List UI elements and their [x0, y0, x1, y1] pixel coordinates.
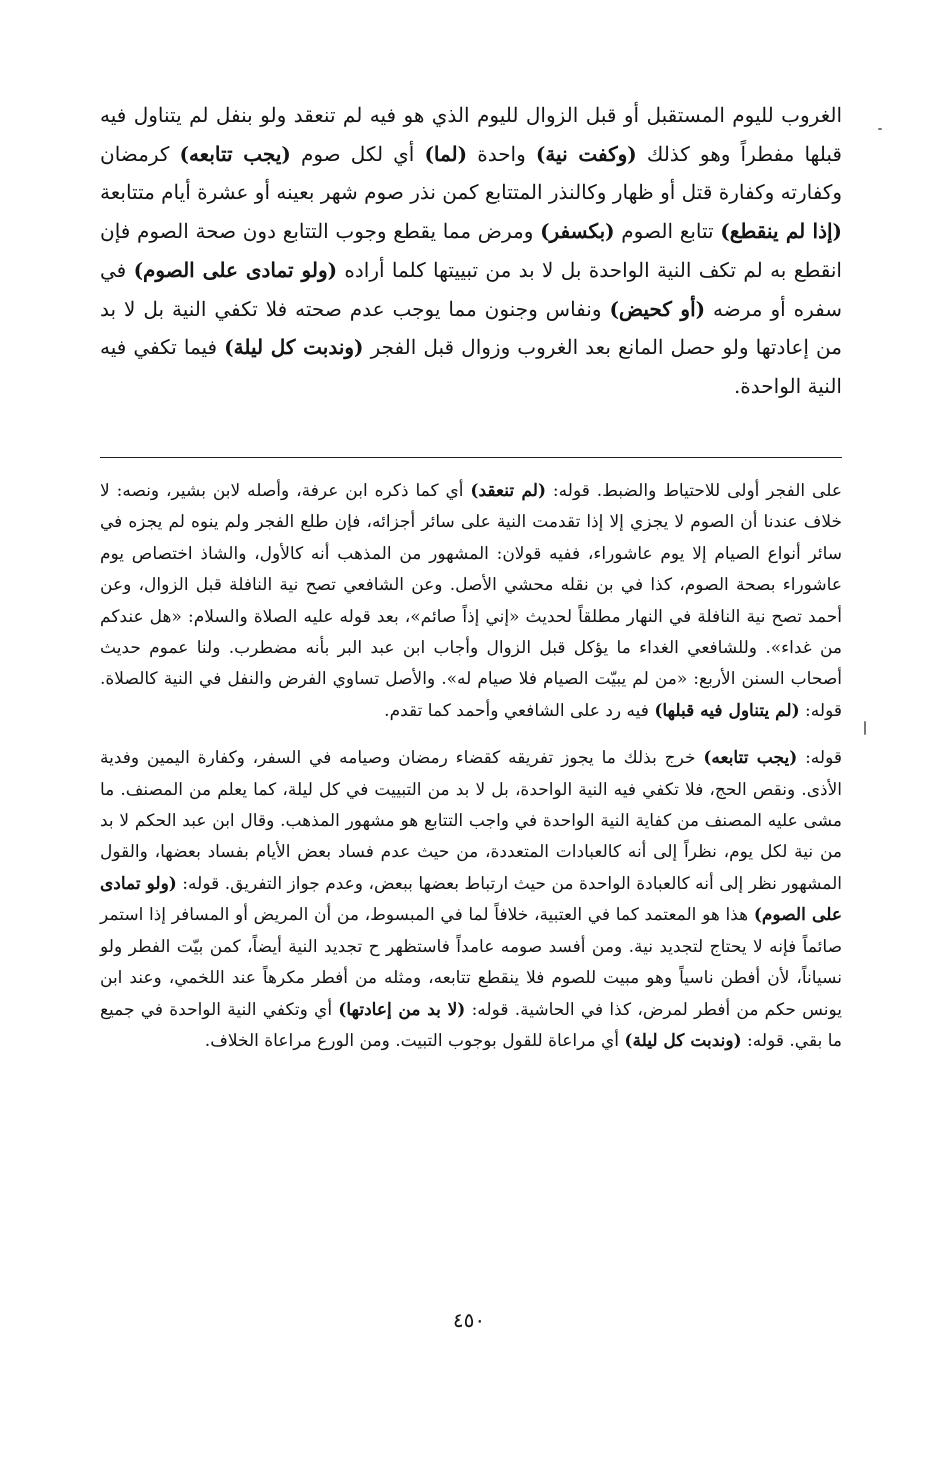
main-text-segment: ونفاس وجنون مما يوجب عدم صحته فلا تكفي النية بل لا بد من إعادتها ولو حصل المانع بعد الغروب وزوال قبل الفجر [100, 296, 842, 360]
commentary-segment: خرج بذلك ما يجوز تفريقه كقضاء رمضان وصيامه في السفر، وكفارة اليمين وفدية الأذى. ونقص الحج، فلا تكفي فيه النية الواحدة، بل لا بد من التبييت في كل ليلة، كما يعلم من المصنف. ما مشى عليه المصنف من كفاية النية الواحدة في واجب التتابع هو مشهور المذهب. وقال ابن عبد الحكم لا بد من نية لكل يوم، نظراً إلى أنه كالعبادات المتعددة، من حيث عدم فساد بعض الأيام بفساد بعضها، والقول المشهور نظر إلى أنه كالعبادة الواحدة من حيث ارتباط بعضها ببعض، وعدم جواز التفريق. قوله: [100, 748, 842, 894]
commentary-paragraph-2 [100, 743, 842, 1057]
commentary-bold-term: (لا بد من إعادتها) [338, 999, 466, 1020]
main-text-bold-term: (وكفت نية) [535, 141, 637, 166]
commentary-bold-term: (لم يتناول فيه قبلها) [654, 700, 800, 721]
commentary-bold-term: (لم تنعقد) [470, 481, 547, 501]
main-text-segment: تتابع الصوم [614, 219, 721, 244]
commentary-bold-term: (ولو تمادى على الصوم) [100, 873, 842, 926]
commentary-bold-term: (يجب تتابعه) [703, 748, 798, 769]
main-text-segment: واحدة [467, 141, 536, 166]
main-text-segment: فيما تكفي فيه النية الواحدة. [100, 335, 842, 398]
commentary-segment: هذا هو المعتمد كما في العتبية، خلافاً لما في المبسوط، من أن المريض أو المسافر إذا استمر صائماً فإنه لا يحتاج لتجديد نية. ومن أفسد صومه عامداً فاستظهر ح تجديد النية أيضاً، كمن بيّت الفطر ولو نسياناً، لأن أفطن ناسياً وهو مبيت للصوم فلا ينقطع تتابعه، ومثله من أفطر مكرهاً عند اللخمي، وعند ابن يونس حكم من أفطر لمرض، كذا في الحاشية. قوله: [100, 905, 843, 1020]
commentary-segment: فيه رد على الشافعي وأحمد كما تقدم. [384, 700, 655, 721]
scan-speck [864, 721, 866, 735]
commentary-segment: على الفجر أولى للاحتياط والضبط. قوله: [546, 481, 842, 501]
main-text-segment: الغروب لليوم المستقبل أو قبل الزوال لليوم الذي هو فيه لم تنعقد ولو بنفل لم يتناول فيه قبلها مفطراً وهو كذلك [100, 103, 842, 166]
main-text-bold-term: (بكسفر) [540, 219, 615, 244]
scan-speck [878, 128, 882, 130]
commentary-block [100, 476, 842, 1057]
main-text-bold-term: (إذا لم ينقطع) [720, 219, 843, 244]
commentary-segment: أي كما ذكره ابن عرفة، وأصله لابن بشير، ونصه: لا خلاف عندنا أن الصوم لا يجزي إلا إذا تقدمت النية على سائر أجزائه، فإن طلع الفجر ولم ينوه لم يجزه في سائر أنواع الصيام إلا يوم عاشوراء، ففيه قولان: المشهور من المذهب أنه كالأول، والشاذ اختصاص يوم عاشوراء بصحة الصوم، كذا في بن نقله محشي الأصل. وعن الشافعي تصح نية النافلة قبل الزوال، وعن أحمد تصح نية النافلة في النهار مطلقاً لحديث «إني إذاً صائم»، بعد قوله عليه الصلاة والسلام: «هل عندكم من غداء». وللشافعي الغداء ما يؤكل قبل الزوال وأجاب ابن عبد البر بأنه مضطرب. ولنا عموم حديث أصحاب السنن الأربع: «من لم يبيّت الصيام فلا صيام له». والأصل تساوي الفرض والنفل في النية كالصلاة. قوله: [100, 481, 842, 721]
main-text-bold-term: (وندبت كل ليلة) [224, 335, 364, 360]
main-text-segment: في سفره أو مرضه [100, 257, 842, 321]
page-number: ٤٥٠ [452, 1308, 486, 1332]
main-text-bold-term: (أو كحيض) [609, 296, 706, 321]
main-text-segment: كرمضان وكفارته وكفارة قتل أو ظهار وكالنذر المتتابع كمن نذر صوم شهر بعينه أو عشرة أيام متتابعة [100, 141, 842, 205]
main-text-segment: أي لكل صوم [290, 141, 425, 166]
footnote-divider [100, 457, 842, 458]
main-text-block [100, 96, 842, 406]
main-text-paragraph [100, 96, 842, 406]
main-text-bold-term: (يجب تتابعه) [179, 141, 291, 166]
commentary-segment: قوله: [797, 748, 842, 769]
main-text-bold-term: (ولو تمادى على الصوم) [133, 257, 338, 282]
commentary-bold-term: (وندبت كل ليلة) [624, 1030, 742, 1051]
commentary-paragraph-1 [100, 476, 842, 727]
commentary-segment: أي وتكفي النية الواحدة في جميع ما بقي. قوله: [100, 999, 842, 1051]
commentary-segment: أي مراعاة للقول بوجوب التبيت. ومن الورع مراعاة الخلاف. [204, 1030, 625, 1051]
main-text-bold-term: (لما) [424, 141, 468, 166]
main-text-segment: ومرض مما يقطع وجوب التتابع دون صحة الصوم فإن انقطع به لم تكف النية الواحدة بل لا بد من تبييتها كلما أراده [100, 219, 842, 282]
